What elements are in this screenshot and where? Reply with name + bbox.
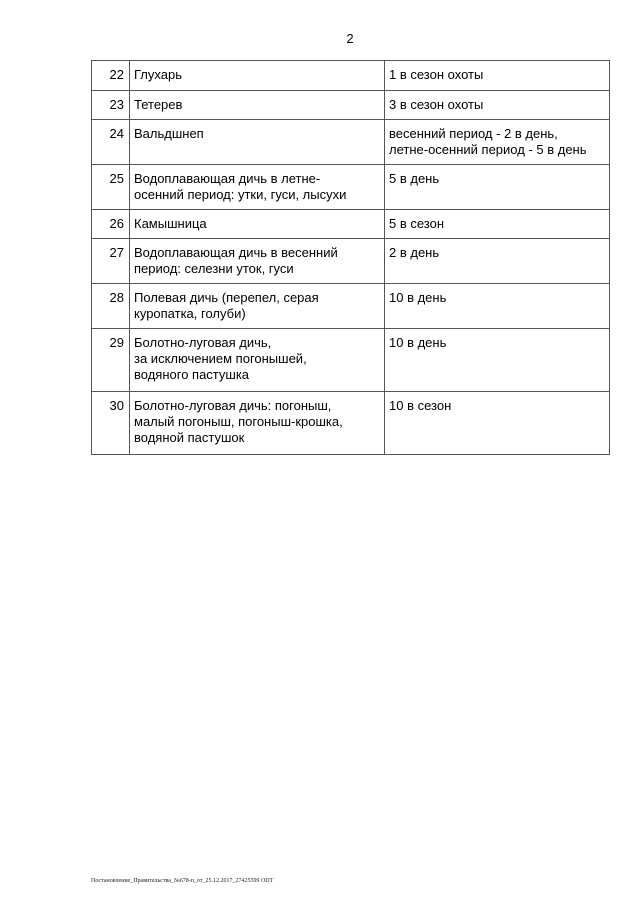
game-name-cell: [130, 284, 385, 329]
game-name-cell: [130, 329, 385, 392]
game-name-cell: [130, 120, 385, 165]
game-name-line: Вальдшнеп: [134, 126, 204, 141]
game-name-cell: [130, 392, 385, 455]
table-row: [92, 165, 610, 210]
row-number: 24: [92, 120, 130, 165]
game-name-line: осенний период: утки, гуси, лысухи: [134, 187, 347, 202]
limit-cell: [385, 91, 610, 120]
game-name-line: куропатка, голуби): [134, 306, 246, 321]
row-number: 29: [92, 329, 130, 392]
limit-line: летне-осенний период - 5 в день: [389, 142, 587, 157]
game-name-line: период: селезни уток, гуси: [134, 261, 294, 276]
limit-cell: [385, 284, 610, 329]
limit-line: 5 в сезон: [389, 216, 445, 231]
limit-line: 10 в сезон: [389, 398, 452, 413]
row-number: 28: [92, 284, 130, 329]
hunting-limits-table: [91, 60, 610, 455]
limit-cell: [385, 329, 610, 392]
table-row: [92, 210, 610, 239]
game-name-line: малый погоныш, погоныш-крошка,: [134, 414, 343, 429]
limit-cell: [385, 165, 610, 210]
limit-line: 10 в день: [389, 335, 447, 350]
row-number: 25: [92, 165, 130, 210]
table-row: [92, 91, 610, 120]
game-name-line: водяной пастушок: [134, 430, 245, 445]
limit-line: 5 в день: [389, 171, 440, 186]
limit-cell: [385, 239, 610, 284]
limit-line: 3 в сезон охоты: [389, 97, 484, 112]
game-name-cell: [130, 165, 385, 210]
table-row: [92, 392, 610, 455]
limit-cell: [385, 61, 610, 91]
table-row: [92, 329, 610, 392]
game-name-line: Водоплавающая дичь в летне-: [134, 171, 321, 186]
limit-cell: [385, 120, 610, 165]
game-name-line: Полевая дичь (перепел, серая: [134, 290, 319, 305]
game-name-cell: [130, 210, 385, 239]
game-name-line: Болотно-луговая дичь: погоныш,: [134, 398, 332, 413]
limit-cell: [385, 392, 610, 455]
game-name-line: Болотно-луговая дичь,: [134, 335, 272, 350]
limit-line: 1 в сезон охоты: [389, 67, 484, 82]
game-name-line: водяного пастушка: [134, 367, 250, 382]
table-row: [92, 239, 610, 284]
row-number: 23: [92, 91, 130, 120]
limit-cell: [385, 210, 610, 239]
game-name-cell: [130, 239, 385, 284]
game-name-line: Камышница: [134, 216, 207, 231]
table-row: [92, 120, 610, 165]
document-footer: Постановление_Правительства_№678-п_от_25.12.2017_27425599 ODT: [91, 878, 274, 884]
limit-line: 10 в день: [389, 290, 447, 305]
row-number: 26: [92, 210, 130, 239]
row-number: 22: [92, 61, 130, 91]
page-number: 2: [346, 31, 354, 46]
limit-line: весенний период - 2 в день,: [389, 126, 558, 141]
row-number: 27: [92, 239, 130, 284]
game-name-line: Тетерев: [134, 97, 183, 112]
game-name-line: Водоплавающая дичь в весенний: [134, 245, 338, 260]
game-name-cell: [130, 91, 385, 120]
game-name-cell: [130, 61, 385, 91]
game-name-line: за исключением погонышей,: [134, 351, 307, 366]
table-row: [92, 61, 610, 91]
row-number: 30: [92, 392, 130, 455]
game-name-line: Глухарь: [134, 67, 182, 82]
limit-line: 2 в день: [389, 245, 440, 260]
table-row: [92, 284, 610, 329]
